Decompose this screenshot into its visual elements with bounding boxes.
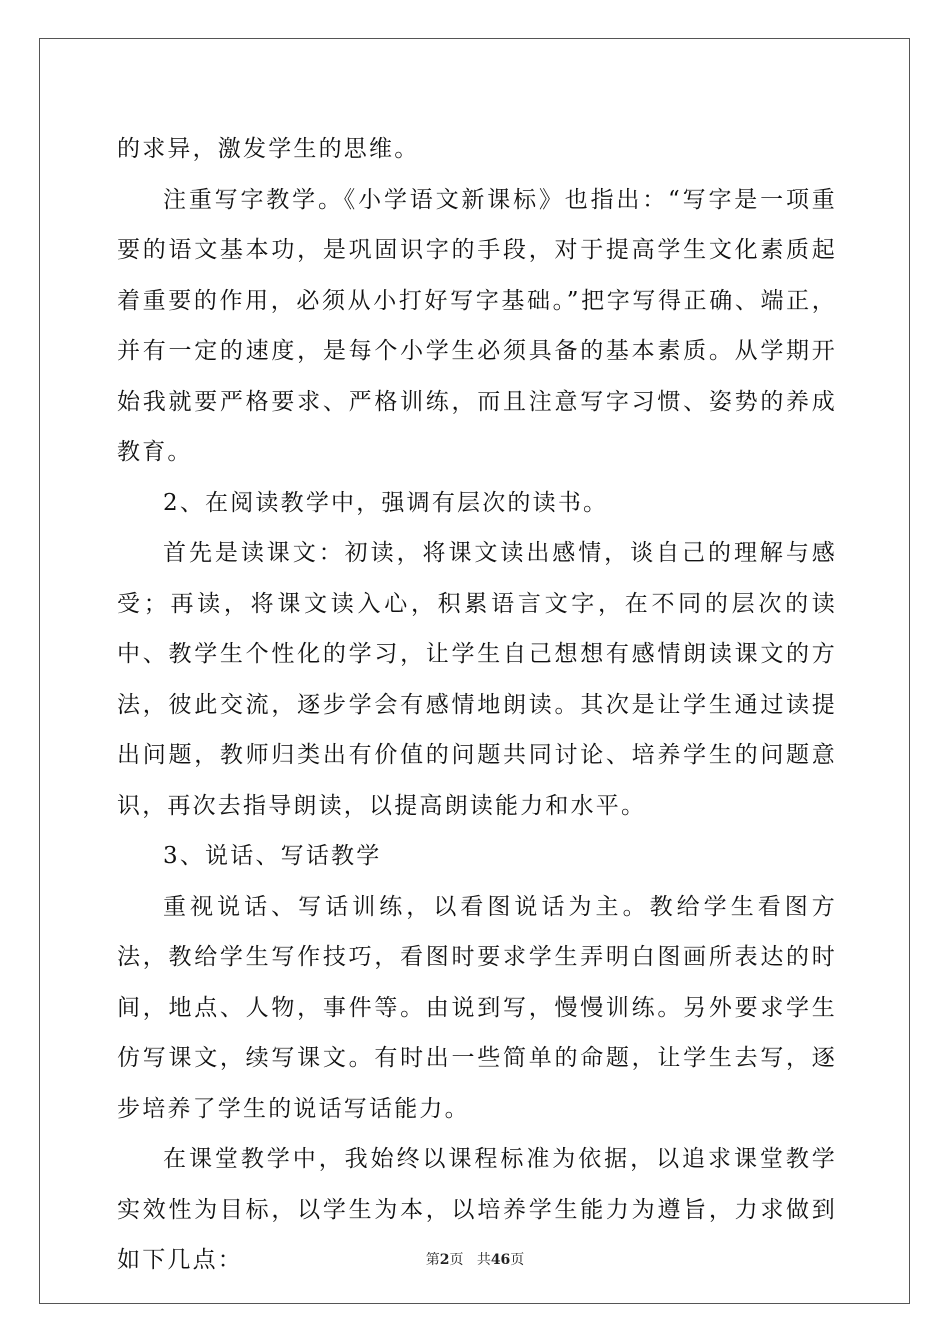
page-footer bbox=[0, 1249, 950, 1269]
paragraph-2: 注重写字教学。《小学语文新课标》也指出：“写字是一项重要的语文基本功，是巩固识字的手段，对于提高学生文化素质起着重要的作用，必须从小打好写字基础。”把字写得正确、端正，并有一定的速度，是每个小学生必须具备的基本素质。从学期开始我就要严格要求、严格训练，而且注意写字习惯、姿势的养成教育。 bbox=[117, 186, 837, 465]
paragraph-1: 的求异，激发学生的思维。 bbox=[117, 136, 420, 162]
paragraph-5: 3、说话、写话教学 bbox=[163, 843, 382, 869]
page-number: 2 bbox=[439, 1252, 450, 1268]
total-prefix: 共 bbox=[476, 1252, 491, 1268]
paragraph-3: 2、在阅读教学中，强调有层次的读书。 bbox=[163, 489, 609, 516]
page-prefix: 第 bbox=[425, 1252, 440, 1268]
total-suffix: 页 bbox=[510, 1252, 525, 1268]
paragraph-7: 在课堂教学中，我始终以课程标准为依据，以追求课堂教学实效性为目标，以学生为本，以培养学生能力为遵旨，力求做到如下几点： bbox=[117, 1146, 837, 1273]
paragraph-4: 首先是读课文：初读，将课文读出感情，谈自己的理解与感受；再读，将课文读入心，积累语言文字，在不同的层次的读中、教学生个性化的学习，让学生自己想想有感情朗读课文的方法，彼此交流，逐步学会有感情地朗读。其次是让学生通过读提出问题，教师归类出有价值的问题共同讨论、培养学生的问题意识，再次去指导朗读，以提高朗读能力和水平。 bbox=[117, 540, 837, 819]
page-suffix: 页 bbox=[449, 1252, 464, 1268]
document-body bbox=[117, 124, 837, 1286]
total-pages: 46 bbox=[490, 1252, 511, 1268]
paragraph-6: 重视说话、写话训练，以看图说话为主。教给学生看图方法，教给学生写作技巧，看图时要求学生弄明白图画所表达的时间，地点、人物，事件等。由说到写，慢慢训练。另外要求学生仿写课文，续写课文。有时出一些简单的命题，让学生去写，逐步培养了学生的说话写话能力。 bbox=[117, 893, 837, 1122]
